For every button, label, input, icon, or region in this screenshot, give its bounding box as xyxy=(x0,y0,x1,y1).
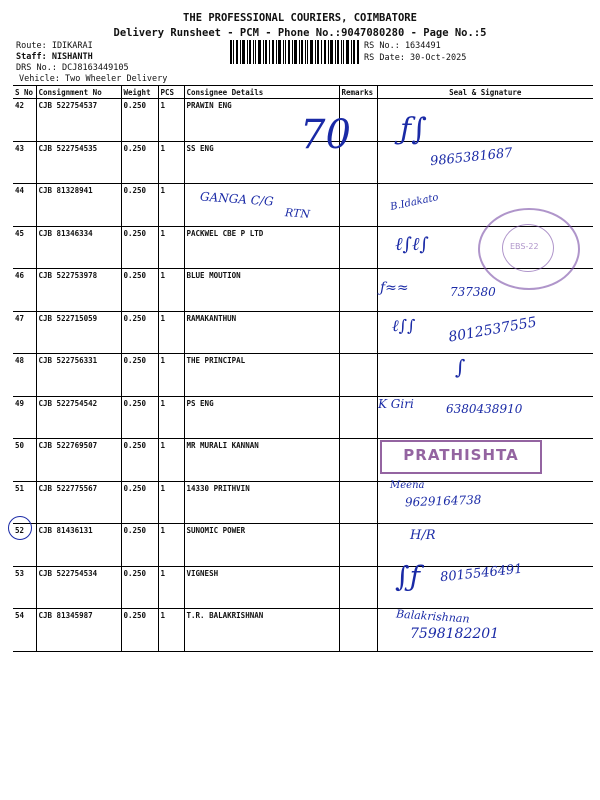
cell-sno: 51 xyxy=(13,481,36,524)
handwritten-count: 70 xyxy=(300,112,351,158)
cell-sno: 47 xyxy=(13,311,36,354)
cell-consignment: CJB 81345987 xyxy=(36,609,121,652)
handwritten-name-row51: Meena xyxy=(390,480,425,491)
cell-remarks xyxy=(339,311,377,354)
cell-pcs: 1 xyxy=(158,439,184,482)
cell-remarks xyxy=(339,226,377,269)
cell-remarks xyxy=(339,609,377,652)
cell-consignee: RAMAKANTHUN xyxy=(184,311,339,354)
handwritten-phone-row51: 9629164738 xyxy=(404,492,482,510)
signature-row42: ƒ∫ xyxy=(400,112,427,147)
cell-weight: 0.250 xyxy=(121,226,158,269)
handwritten-mark-row52: H/R xyxy=(410,528,436,543)
cell-pcs: 1 xyxy=(158,396,184,439)
rs-date: RS Date: 30-Oct-2025 xyxy=(364,53,467,63)
cell-pcs: 1 xyxy=(158,524,184,567)
cell-consignee: PACKWEL CBE P LTD xyxy=(184,226,339,269)
cell-pcs: 1 xyxy=(158,269,184,312)
cell-consignee: SS ENG xyxy=(184,141,339,184)
cell-signature xyxy=(377,354,593,397)
col-header-pcs: PCS xyxy=(158,86,184,99)
col-header-signature: Seal & Signature xyxy=(377,86,593,99)
cell-remarks xyxy=(339,566,377,609)
cell-remarks xyxy=(339,481,377,524)
cell-weight: 0.250 xyxy=(121,311,158,354)
cell-weight: 0.250 xyxy=(121,524,158,567)
company-title: THE PROFESSIONAL COURIERS, COIMBATORE xyxy=(183,12,417,24)
cell-consignee: THE PRINCIPAL xyxy=(184,354,339,397)
cell-sno: 44 xyxy=(13,184,36,227)
col-header-sno: S No xyxy=(13,86,36,99)
signature-row46: ƒ≈≈ xyxy=(380,280,409,296)
cell-consignment: CJB 522775567 xyxy=(36,481,121,524)
route-label: Route: IDIKARAI xyxy=(16,41,93,51)
cell-sno: 50 xyxy=(13,439,36,482)
cell-consignment: CJB 522754534 xyxy=(36,566,121,609)
cell-consignee: PRAWIN ENG xyxy=(184,99,339,142)
signature-row48: ∫ xyxy=(455,355,466,379)
cell-sno: 48 xyxy=(13,354,36,397)
handwritten-note-row44: GANGA C/G xyxy=(199,189,275,209)
handwritten-note2-row44: RTN xyxy=(284,206,311,221)
cell-consignee: VIGNESH xyxy=(184,566,339,609)
cell-consignee: PS ENG xyxy=(184,396,339,439)
cell-consignment: CJB 522715059 xyxy=(36,311,121,354)
cell-consignment: CJB 522754537 xyxy=(36,99,121,142)
runsheet-subtitle: Delivery Runsheet - PCM - Phone No.:9047080280 - Page No.:5 xyxy=(113,27,487,39)
cell-sno: 46 xyxy=(13,269,36,312)
col-header-remarks: Remarks xyxy=(339,86,377,99)
cell-consignee: 14330 PRITHVIN xyxy=(184,481,339,524)
col-header-weight: Weight xyxy=(121,86,158,99)
cell-weight: 0.250 xyxy=(121,439,158,482)
handwritten-name-row54: Balakrishnan xyxy=(395,607,470,626)
cell-weight: 0.250 xyxy=(121,566,158,609)
cell-pcs: 1 xyxy=(158,226,184,269)
cell-consignment: CJB 522754542 xyxy=(36,396,121,439)
cell-sno: 49 xyxy=(13,396,36,439)
cell-consignment: CJB 522769507 xyxy=(36,439,121,482)
cell-remarks xyxy=(339,184,377,227)
cell-sno: 53 xyxy=(13,566,36,609)
cell-sno: 54 xyxy=(13,609,36,652)
cell-weight: 0.250 xyxy=(121,269,158,312)
circled-row-mark xyxy=(8,516,32,540)
handwritten-phone-row46: 737380 xyxy=(450,285,496,299)
cell-consignee: BLUE MOUTION xyxy=(184,269,339,312)
cell-weight: 0.250 xyxy=(121,396,158,439)
signature-row44: B.Idakato xyxy=(389,192,440,213)
signature-row47: ℓ∫∫ xyxy=(392,316,416,335)
cell-consignee: T.R. BALAKRISHNAN xyxy=(184,609,339,652)
table-header-row xyxy=(13,86,593,99)
cell-remarks xyxy=(339,439,377,482)
cell-sno: 42 xyxy=(13,99,36,142)
cell-pcs: 1 xyxy=(158,354,184,397)
col-header-consignment: Consignment No xyxy=(36,86,121,99)
cell-pcs: 1 xyxy=(158,481,184,524)
staff-label: Staff: NISHANTH xyxy=(16,52,93,62)
cell-remarks xyxy=(339,269,377,312)
handwritten-phone-row53: 8015546491 xyxy=(439,561,524,586)
cell-remarks xyxy=(339,396,377,439)
rs-number: RS No.: 1634491 xyxy=(364,41,441,51)
table-row xyxy=(13,524,593,567)
handwritten-phone-row54: 7598182201 xyxy=(410,626,500,642)
cell-consignment: CJB 81436131 xyxy=(36,524,121,567)
prathishta-stamp: PRATHISHTA xyxy=(380,440,542,474)
cell-remarks xyxy=(339,354,377,397)
cell-pcs: 1 xyxy=(158,99,184,142)
table-row xyxy=(13,354,593,397)
cell-consignment: CJB 81328941 xyxy=(36,184,121,227)
handwritten-name-row49: K Giri xyxy=(378,397,414,411)
cell-weight: 0.250 xyxy=(121,141,158,184)
table-row xyxy=(13,481,593,524)
cell-consignment: CJB 522753978 xyxy=(36,269,121,312)
cell-weight: 0.250 xyxy=(121,184,158,227)
cell-pcs: 1 xyxy=(158,184,184,227)
handwritten-phone-row47: 8012537555 xyxy=(447,314,538,346)
signature-row45: ℓ∫ℓ∫ xyxy=(395,234,429,255)
cell-consignment: CJB 522754535 xyxy=(36,141,121,184)
cell-consignee: SUNOMIC POWER xyxy=(184,524,339,567)
cell-sno: 45 xyxy=(13,226,36,269)
cell-remarks xyxy=(339,524,377,567)
cell-weight: 0.250 xyxy=(121,609,158,652)
cell-consignment: CJB 81346334 xyxy=(36,226,121,269)
barcode-icon xyxy=(230,40,360,64)
cell-pcs: 1 xyxy=(158,141,184,184)
cell-pcs: 1 xyxy=(158,566,184,609)
cell-weight: 0.250 xyxy=(121,354,158,397)
col-header-consignee: Consignee Details xyxy=(184,86,339,99)
vehicle-label: Vehicle: Two Wheeler Delivery xyxy=(19,74,168,84)
table-row xyxy=(13,609,593,652)
handwritten-phone-row42: 9865381687 xyxy=(429,145,514,170)
cell-sno: 52 xyxy=(13,524,36,567)
drs-label: DRS No.: DCJ8163449105 xyxy=(16,63,129,73)
cell-pcs: 1 xyxy=(158,311,184,354)
cell-consignment: CJB 522756331 xyxy=(36,354,121,397)
signature-row53: ∫ƒ xyxy=(395,560,420,593)
cell-weight: 0.250 xyxy=(121,481,158,524)
cell-weight: 0.250 xyxy=(121,99,158,142)
cell-consignee: MR MURALI KANNAN xyxy=(184,439,339,482)
cell-sno: 43 xyxy=(13,141,36,184)
cell-pcs: 1 xyxy=(158,609,184,652)
handwritten-phone-row49: 6380438910 xyxy=(446,402,523,416)
company-seal-stamp xyxy=(478,208,580,290)
seal-text: EBS-22 xyxy=(510,242,539,251)
